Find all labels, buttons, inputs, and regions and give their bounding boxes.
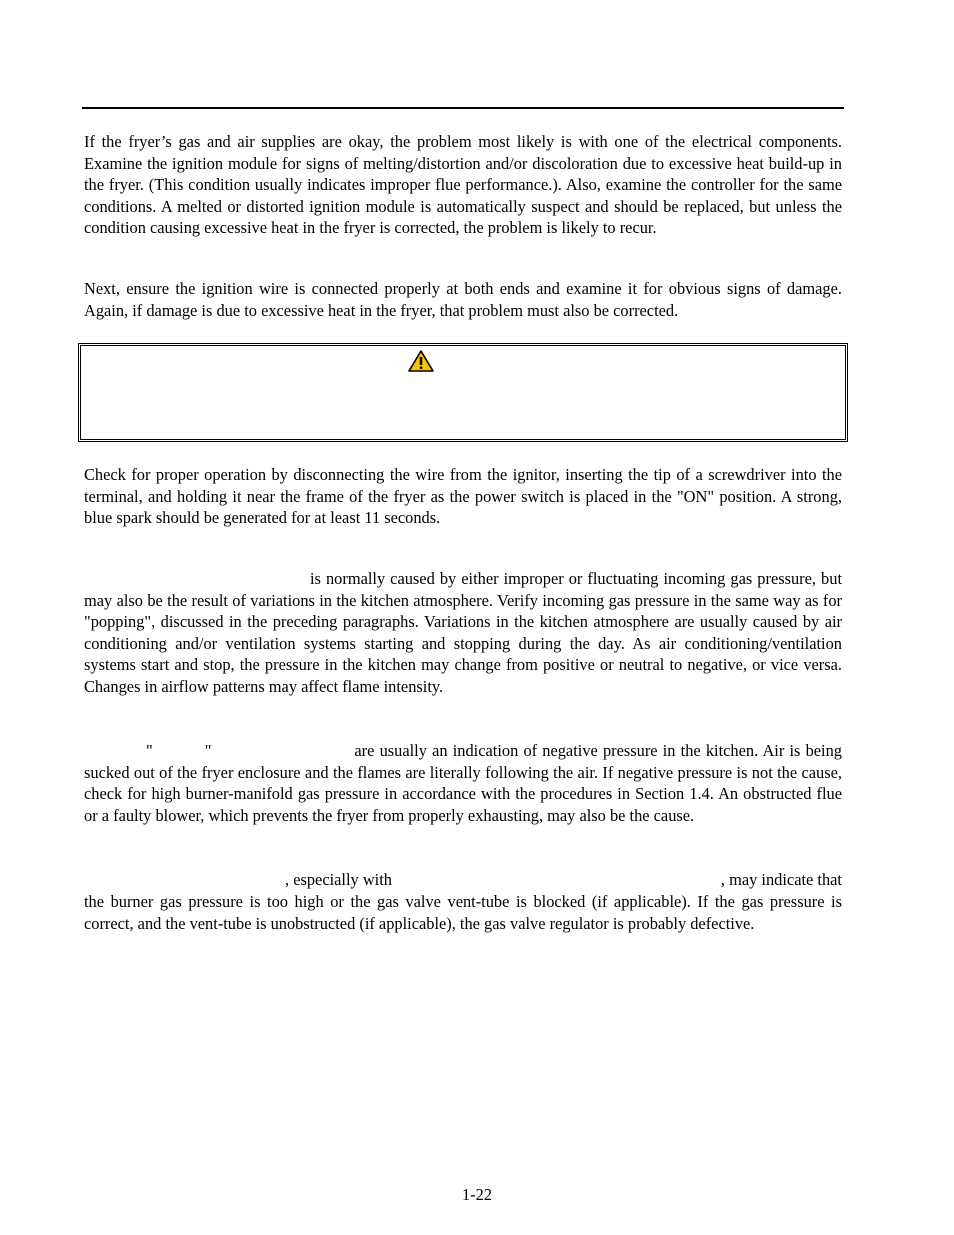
paragraph-ignition-wire: Next, ensure the ignition wire is connected properly at both ends and examine it for obvious signs of damage. Again, if damage is due to excessive heat in the fryer, that problem must also be corrected. [84,279,842,320]
paragraph-flame-variation: is normally caused by either improper or fluctuating incoming gas pressure, but may also be the result of variations in the kitchen atmosphere. Verify incoming gas pressure in the same way as for "popping", discussed in the preceding paragraphs. Variations in the kitchen atmosphere are usually caused by air conditioning and/or ventilation systems starting and stopping during the day. As air conditioning/ventilation systems start and stop, the pressure in the kitchen may change from positive or neutral to negative, or vice versa. Changes in airflow patterns may affect flame intensity. [84,569,842,696]
fragment-may-indicate: , may indicate that [720,870,842,889]
quote-open: " [146,741,153,760]
paragraph-spark-test: Check for proper operation by disconnecting the wire from the ignitor, inserting the tip of a screwdriver into the terminal, and holding it near the frame of the fryer as the power switch is placed in the "ON" position. A strong, blue spark should be generated for at least 11 seconds. [84,465,842,528]
fragment-especially-with: , especially with [285,870,392,889]
paragraph-flame-rollout-text: are usually an indication of negative pressure in the kitchen. Air is being sucked out of the fryer enclosure and the flames are literally following the air. If negative pressure is not the cause, check for high burner-manifold gas pressure in accordance with the procedures in Section 1.4. An obstructed flue or a faulty blower, which prevents the fryer from properly exhausting, may also be the cause. [84,741,842,825]
quote-close: " [204,741,212,760]
header-rule [82,107,844,109]
page-number: 1-22 [461,1185,493,1204]
paragraph-flame-rollout [84,740,842,826]
warning-triangle-icon [408,350,434,372]
paragraph-gas-pressure: the burner gas pressure is too high or the gas valve vent-tube is blocked (if applicable). If the gas pressure is correct, and the vent-tube is unobstructed (if applicable), the gas valve regulator is probably defective. [84,892,842,933]
warning-box [78,343,848,442]
paragraph-gas-pressure-line1 [84,869,842,891]
paragraph-ignition-module: If the fryer’s gas and air supplies are okay, the problem most likely is with one of the electrical components. Examine the ignition module for signs of melting/distortion and/or discoloration due to excessive heat build-up in the fryer. (This condition usually indicates improper flue performance.). Also, examine the controller for the same conditions. A melted or distorted ignition module is automatically suspect and should be replaced, but unless the condition causing excessive heat in the fryer is corrected, the problem is likely to recur. [84,132,842,238]
